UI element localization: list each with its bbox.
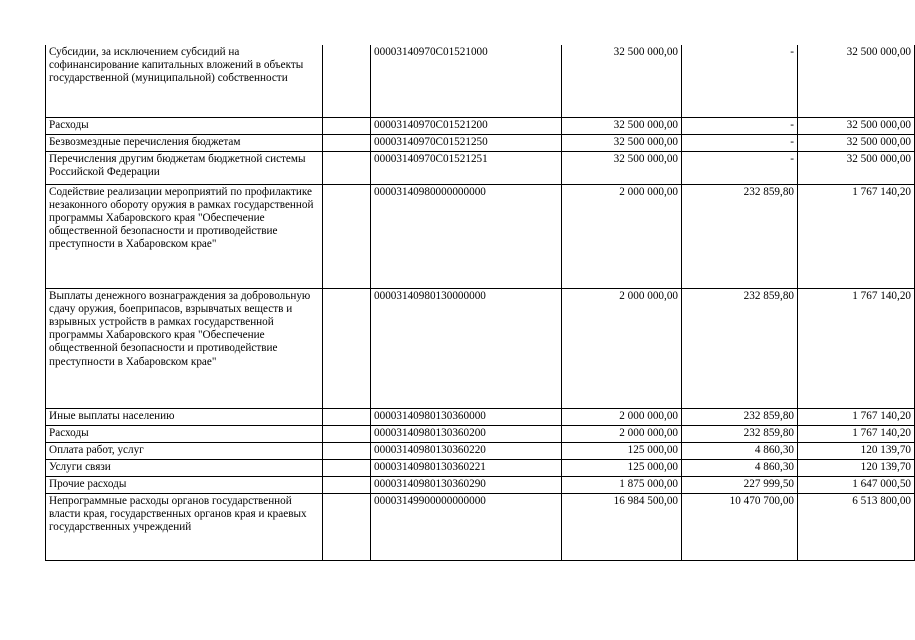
row-code: 00003140980130360221 bbox=[371, 459, 562, 476]
table-row bbox=[46, 45, 915, 117]
row-code: 00003140980130360290 bbox=[371, 476, 562, 493]
row-name: Услуги связи bbox=[46, 459, 323, 476]
empty-cell bbox=[323, 493, 371, 560]
row-name: Прочие расходы bbox=[46, 476, 323, 493]
row-executed: 232 859,80 bbox=[682, 425, 798, 442]
row-name: Расходы bbox=[46, 425, 323, 442]
table-row bbox=[46, 134, 915, 151]
row-name: Безвозмездные перечисления бюджетам bbox=[46, 134, 323, 151]
row-remaining: 32 500 000,00 bbox=[798, 117, 915, 134]
table-row bbox=[46, 184, 915, 288]
empty-cell bbox=[323, 425, 371, 442]
table-row bbox=[46, 288, 915, 408]
row-approved: 32 500 000,00 bbox=[562, 117, 682, 134]
table-row bbox=[46, 459, 915, 476]
empty-cell bbox=[323, 288, 371, 408]
row-remaining: 1 767 140,20 bbox=[798, 425, 915, 442]
row-remaining: 1 647 000,50 bbox=[798, 476, 915, 493]
row-approved: 32 500 000,00 bbox=[562, 134, 682, 151]
row-executed: - bbox=[682, 134, 798, 151]
empty-cell bbox=[323, 134, 371, 151]
row-remaining: 1 767 140,20 bbox=[798, 408, 915, 425]
row-name: Содействие реализации мероприятий по профилактике незаконного обороту оружия в рамках государственной программы Хабаровского края "Обеспечение общественной безопасности и противодействие преступности в Хабаровском крае" bbox=[46, 184, 323, 288]
row-executed: - bbox=[682, 45, 798, 117]
empty-cell bbox=[323, 184, 371, 288]
row-name: Расходы bbox=[46, 117, 323, 134]
row-name: Непрограммные расходы органов государственной власти края, государственных органов края и краевых государственных учреждений bbox=[46, 493, 323, 560]
table-row bbox=[46, 425, 915, 442]
row-executed: - bbox=[682, 117, 798, 134]
row-executed: 227 999,50 bbox=[682, 476, 798, 493]
row-name: Оплата работ, услуг bbox=[46, 442, 323, 459]
table-row bbox=[46, 117, 915, 134]
row-remaining: 32 500 000,00 bbox=[798, 151, 915, 184]
budget-table bbox=[45, 45, 915, 561]
row-approved: 2 000 000,00 bbox=[562, 425, 682, 442]
row-code: 00003140980130360200 bbox=[371, 425, 562, 442]
empty-cell bbox=[323, 45, 371, 117]
table-row bbox=[46, 408, 915, 425]
table-row bbox=[46, 493, 915, 560]
empty-cell bbox=[323, 442, 371, 459]
row-remaining: 120 139,70 bbox=[798, 459, 915, 476]
row-code: 00003140970C01521000 bbox=[371, 45, 562, 117]
row-executed: 4 860,30 bbox=[682, 442, 798, 459]
row-code: 00003140980130360000 bbox=[371, 408, 562, 425]
row-approved: 2 000 000,00 bbox=[562, 288, 682, 408]
row-name: Субсидии, за исключением субсидий на софинансирование капитальных вложений в объекты государственной (муниципальной) собственности bbox=[46, 45, 323, 117]
row-remaining: 120 139,70 bbox=[798, 442, 915, 459]
row-approved: 32 500 000,00 bbox=[562, 151, 682, 184]
table-row bbox=[46, 476, 915, 493]
row-approved: 2 000 000,00 bbox=[562, 184, 682, 288]
empty-cell bbox=[323, 476, 371, 493]
row-executed: 10 470 700,00 bbox=[682, 493, 798, 560]
row-approved: 1 875 000,00 bbox=[562, 476, 682, 493]
row-executed: - bbox=[682, 151, 798, 184]
row-code: 00003140970C01521251 bbox=[371, 151, 562, 184]
row-remaining: 32 500 000,00 bbox=[798, 134, 915, 151]
row-remaining: 1 767 140,20 bbox=[798, 184, 915, 288]
row-name: Перечисления другим бюджетам бюджетной системы Российской Федерации bbox=[46, 151, 323, 184]
row-remaining: 6 513 800,00 bbox=[798, 493, 915, 560]
empty-cell bbox=[323, 408, 371, 425]
row-code: 00003140970C01521250 bbox=[371, 134, 562, 151]
table-row bbox=[46, 151, 915, 184]
row-code: 00003140970C01521200 bbox=[371, 117, 562, 134]
row-approved: 16 984 500,00 bbox=[562, 493, 682, 560]
row-code: 00003140980130360220 bbox=[371, 442, 562, 459]
row-approved: 125 000,00 bbox=[562, 442, 682, 459]
table-row bbox=[46, 442, 915, 459]
row-executed: 4 860,30 bbox=[682, 459, 798, 476]
row-code: 00003149900000000000 bbox=[371, 493, 562, 560]
row-remaining: 1 767 140,20 bbox=[798, 288, 915, 408]
row-code: 00003140980130000000 bbox=[371, 288, 562, 408]
row-approved: 2 000 000,00 bbox=[562, 408, 682, 425]
row-name: Выплаты денежного вознаграждения за добровольную сдачу оружия, боеприпасов, взрывчатых веществ и взрывных устройств в рамках государственной программы Хабаровского края "Обеспечение общественной безопасности и противодействие преступности в Хабаровском крае" bbox=[46, 288, 323, 408]
empty-cell bbox=[323, 151, 371, 184]
empty-cell bbox=[323, 117, 371, 134]
row-approved: 32 500 000,00 bbox=[562, 45, 682, 117]
row-executed: 232 859,80 bbox=[682, 184, 798, 288]
row-name: Иные выплаты населению bbox=[46, 408, 323, 425]
row-executed: 232 859,80 bbox=[682, 288, 798, 408]
empty-cell bbox=[323, 459, 371, 476]
row-executed: 232 859,80 bbox=[682, 408, 798, 425]
row-remaining: 32 500 000,00 bbox=[798, 45, 915, 117]
row-code: 00003140980000000000 bbox=[371, 184, 562, 288]
row-approved: 125 000,00 bbox=[562, 459, 682, 476]
